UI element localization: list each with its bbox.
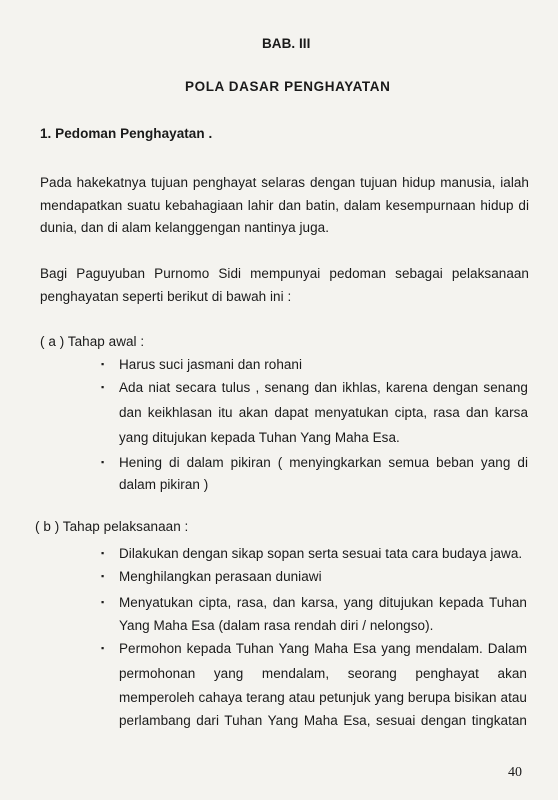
paragraph-2-line: Bagi Paguyuban Purnomo Sidi mempunyai pedoman sebagai pelaksanaan: [40, 266, 529, 281]
bullet-icon: ▪: [101, 643, 105, 653]
stage-b-item: memperoleh cahaya terang atau petunjuk yang berupa bisikan atau: [119, 690, 527, 705]
bullet-icon: ▪: [101, 457, 105, 467]
stage-b-item: Menyatukan cipta, rasa, dan karsa, yang ditujukan kepada Tuhan: [119, 595, 527, 610]
stage-b-item: Yang Maha Esa (dalam rasa rendah diri / nelongso).: [119, 618, 434, 633]
stage-b-item: Menghilangkan perasaan duniawi: [119, 569, 322, 584]
page-number: 40: [508, 765, 522, 780]
stage-a-label: ( a ) Tahap awal :: [40, 334, 145, 349]
section-heading: 1. Pedoman Penghayatan .: [40, 126, 213, 141]
stage-a-item: dalam pikiran ): [119, 477, 209, 492]
bullet-icon: ▪: [101, 382, 105, 392]
stage-a-item: yang ditujukan kepada Tuhan Yang Maha Esa.: [119, 430, 400, 445]
paragraph-1-line: mendapatkan suatu kebahagiaan lahir dan batin, dalam kesempurnaan hidup di: [40, 198, 529, 213]
paragraph-2-line: penghayatan seperti berikut di bawah ini :: [40, 289, 292, 304]
stage-b-item: Permohon kepada Tuhan Yang Maha Esa yang mendalam. Dalam: [119, 641, 527, 656]
stage-b-item: perlambang dari Tuhan Yang Maha Esa, sesuai dengan tingkatan: [119, 713, 527, 728]
stage-a-item: dan keikhlasan itu akan dapat menyatukan cipta, rasa dan karsa: [119, 405, 528, 420]
paragraph-1-line: Pada hakekatnya tujuan penghayat selaras dengan tujuan hidup manusia, ialah: [40, 175, 529, 190]
stage-b-label: ( b ) Tahap pelaksanaan :: [35, 519, 189, 534]
stage-a-item: Hening di dalam pikiran ( menyingkarkan semua beban yang di: [119, 455, 528, 470]
bullet-icon: ▪: [101, 597, 105, 607]
bullet-icon: ▪: [101, 571, 105, 581]
chapter-number: BAB. III: [262, 36, 311, 51]
bullet-icon: ▪: [101, 548, 105, 558]
stage-a-item: Ada niat secara tulus , senang dan ikhlas, karena dengan senang: [119, 380, 528, 395]
chapter-title: POLA DASAR PENGHAYATAN: [185, 79, 391, 94]
paragraph-1-line: dunia, dan di alam kelanggengan nantinya juga.: [40, 220, 330, 235]
stage-b-item: permohonan yang mendalam, seorang penghayat akan: [119, 666, 527, 681]
stage-b-item: Dilakukan dengan sikap sopan serta sesuai tata cara budaya jawa.: [119, 546, 523, 561]
bullet-icon: ▪: [101, 359, 105, 369]
stage-a-item: Harus suci jasmani dan rohani: [119, 357, 303, 372]
